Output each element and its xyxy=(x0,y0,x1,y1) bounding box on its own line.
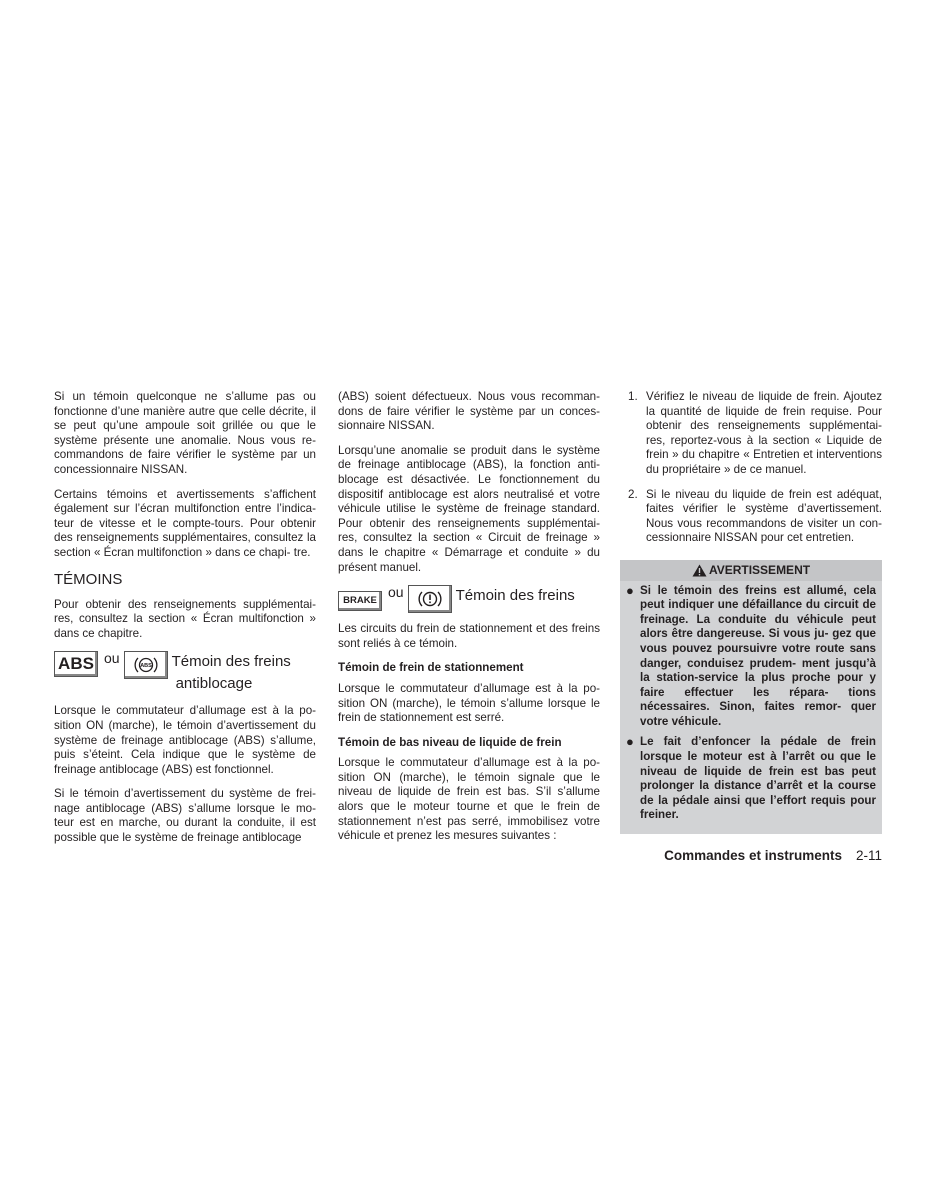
abs-label-line1: Témoin des freins xyxy=(171,653,291,671)
subheading: Témoin de bas niveau de liquide de frein xyxy=(338,735,562,749)
abs-circle-icon xyxy=(124,651,168,679)
brake-warning-icon: BRAKE xyxy=(338,591,382,611)
column-3 xyxy=(620,390,882,834)
page-footer xyxy=(620,848,882,863)
column-1 xyxy=(54,390,316,856)
list-item xyxy=(620,390,882,478)
warning-triangle-icon xyxy=(692,564,707,577)
svg-text:ABS: ABS xyxy=(139,663,152,670)
list-item xyxy=(620,488,882,546)
paragraph: Pour obtenir des renseignements supplémentai- res, consultez la section « Écran multifonction » dans ce chapitre. xyxy=(54,597,316,640)
paragraph: Lorsque le commutateur d’allumage est à la po- sition ON (marche), le témoin s’allume lorsque le frein de stationnement est serré. xyxy=(338,681,600,725)
bullet-icon: ● xyxy=(626,734,634,750)
warning-title: AVERTISSEMENT xyxy=(708,562,811,577)
paragraph: Lorsque le commutateur d’allumage est à la po- sition ON (marche), le témoin d’avertissement du système de freinage antiblocage (ABS) s’allume, puis s’éteint. Cela indique que le système de freinage antiblocage (ABS) est fonctionnel. xyxy=(54,704,316,776)
subheading: Témoin de frein de stationnement xyxy=(338,661,524,675)
abs-label-line2: antiblocage xyxy=(175,675,253,693)
section-title: Commandes et instruments xyxy=(664,848,842,863)
step-text: Vérifiez le niveau de liquide de frein. Ajoutez la quantité de liquide de frein requise. Pour obtenir des renseignements supplémentai- res, reportez-vous à la section « Liquide de frein » du chapitre « Entretien et interventions du propriétaire » de ce manuel. xyxy=(646,390,882,476)
paragraph: Lorsque le commutateur d’allumage est à la po- sition ON (marche), le témoin signale que le niveau de liquide de frein est bas. S’il s’allume alors que le moteur tourne et que le frein de stationnement n’est pas serré, immobilisez votre véhicule et prenez les mesures suivantes : xyxy=(338,756,600,843)
paragraph: (ABS) soient défectueux. Nous vous recomman- dons de faire vérifier le système par un conces- sionnaire NISSAN. xyxy=(338,390,600,433)
brake-circle-icon xyxy=(408,585,452,613)
page-number: 2-11 xyxy=(855,848,882,863)
warning-box xyxy=(620,560,882,834)
paragraph: Lorsqu’une anomalie se produit dans le système de freinage antiblocage (ABS), la fonction anti- blocage est désactivée. Le fonctionnement du dispositif antiblocage est alors neutralisé et votre véhicule utilise le système de freinage standard. Pour obtenir des renseignements supplémentai- res, consultez la section « Circuit de freinage » dans le chapitre « Démarrage et conduite » du présent manuel. xyxy=(338,443,600,574)
paragraph: Certains témoins et avertissements s’affichent également sur l’écran multifonction entre l’indica- teur de vitesse et le compte-tours. Pour obtenir des renseignements supplémentaires, consultez la section « Écran multifonction » dans ce chapi- tre. xyxy=(54,487,316,559)
abs-indicator-label xyxy=(172,651,291,695)
step-number: 1. xyxy=(628,390,638,403)
or-text: ou xyxy=(104,650,120,667)
brake-indicator xyxy=(338,585,600,613)
paragraph: Les circuits du frein de stationnement et des freins sont reliés à ce témoin. xyxy=(338,622,600,650)
step-number: 2. xyxy=(628,487,638,501)
paragraph: Si le témoin d’avertissement du système de frei- nage antiblocage (ABS) s’allume lorsque le mo- teur est en marche, ou durant la conduite, il est possible que le système de freinage antiblocage xyxy=(54,787,316,845)
steps-list xyxy=(620,390,882,546)
section-heading: TÉMOINS xyxy=(54,570,123,588)
brake-indicator-label: Témoin des freins xyxy=(455,587,575,605)
warning-text: Le fait d’enfoncer la pédale de frein lorsque le moteur est à l’arrêt ou que le niveau de liquide de frein est bas peut prolonger la distance d’arrêt et la course de la pédale ainsi que l’effort requis pour freiner. xyxy=(640,735,876,822)
abs-indicator xyxy=(54,651,316,695)
warning-header xyxy=(620,560,882,581)
warning-text: Si le témoin des freins est allumé, cela peut indiquer une défaillance du circuit de freinage. La conduite du véhicule peut alors être dangereuse. Si vous ju- gez que vous pouvez poursuivre votre route sans danger, conduisez prudem- ment jusqu’à la station-service la plus proche pour y faire effectuer les répara- tions nécessaires. Sinon, faites remor- quer votre véhicule. xyxy=(640,583,876,728)
warning-item xyxy=(626,584,876,730)
abs-warning-icon: ABS xyxy=(54,651,98,677)
or-text: ou xyxy=(388,584,404,601)
column-2 xyxy=(338,390,600,854)
paragraph: Si un témoin quelconque ne s’allume pas ou fonctionne d’une manière autre que celle décrite, il se peut qu’une ampoule soit grillée ou que le système présente une anomalie. Nous vous re- commandons de faire vérifier le système par un concessionnaire NISSAN. xyxy=(54,390,316,476)
warning-item xyxy=(626,735,876,823)
bullet-icon: ● xyxy=(626,582,634,598)
step-text: Si le niveau du liquide de frein est adéquat, faites vérifier le système d’avertissement. Nous vous recommandons de visiter un con- cessionnaire NISSAN pour cet entretien. xyxy=(646,487,882,545)
